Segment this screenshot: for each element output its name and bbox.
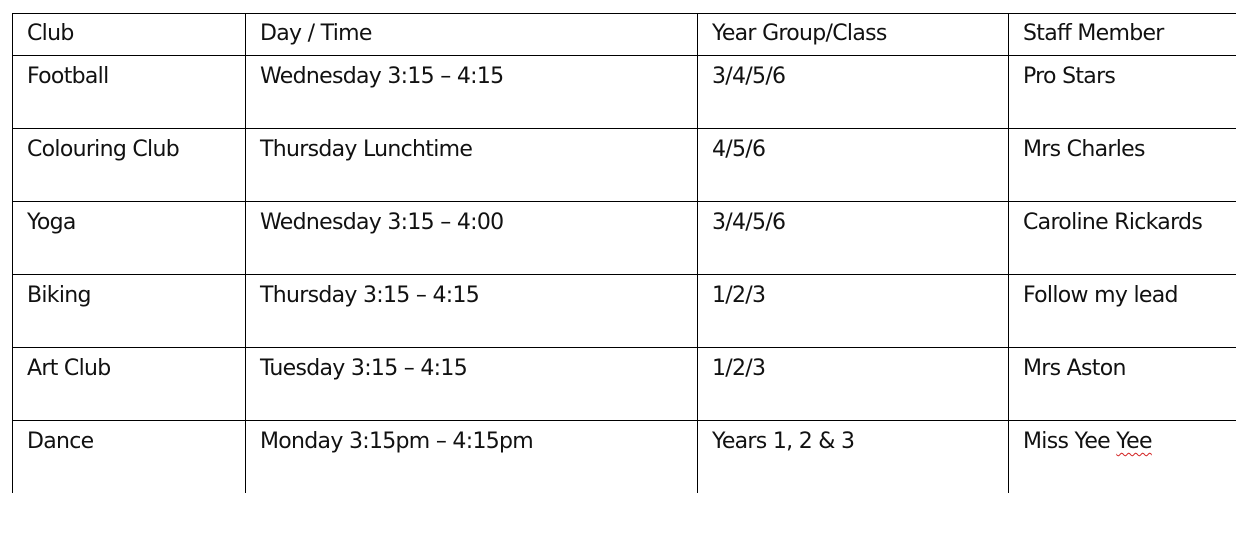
cell-year-group: Years 1, 2 & 3 — [698, 421, 1009, 494]
cell-club: Colouring Club — [13, 129, 246, 202]
header-year-group: Year Group/Class — [698, 14, 1009, 56]
cell-day-time: Tuesday 3:15 – 4:15 — [246, 348, 698, 421]
cell-staff — [1009, 421, 1236, 494]
table-row — [13, 275, 1236, 348]
header-day-time: Day / Time — [246, 14, 698, 56]
clubs-table — [12, 13, 1236, 493]
staff-name-text: Miss Yee — [1023, 429, 1117, 454]
header-staff-member: Staff Member — [1009, 14, 1236, 56]
table-row — [13, 421, 1236, 494]
cell-staff: Caroline Rickards — [1009, 202, 1236, 275]
cell-club: Dance — [13, 421, 246, 494]
cell-day-time: Thursday Lunchtime — [246, 129, 698, 202]
cell-year-group: 3/4/5/6 — [698, 56, 1009, 129]
cell-club: Biking — [13, 275, 246, 348]
spellcheck-flagged-word: Yee — [1116, 429, 1152, 454]
table-header-row — [13, 14, 1236, 56]
cell-club: Football — [13, 56, 246, 129]
cell-day-time: Thursday 3:15 – 4:15 — [246, 275, 698, 348]
cell-club: Art Club — [13, 348, 246, 421]
cell-year-group: 3/4/5/6 — [698, 202, 1009, 275]
cell-staff: Pro Stars — [1009, 56, 1236, 129]
cell-day-time: Wednesday 3:15 – 4:00 — [246, 202, 698, 275]
cell-staff: Mrs Charles — [1009, 129, 1236, 202]
cell-day-time: Monday 3:15pm – 4:15pm — [246, 421, 698, 494]
cell-day-time: Wednesday 3:15 – 4:15 — [246, 56, 698, 129]
cell-staff: Mrs Aston — [1009, 348, 1236, 421]
table-row — [13, 129, 1236, 202]
cell-year-group: 1/2/3 — [698, 275, 1009, 348]
table-row — [13, 56, 1236, 129]
header-club: Club — [13, 14, 246, 56]
table-row — [13, 202, 1236, 275]
cell-year-group: 1/2/3 — [698, 348, 1009, 421]
cell-year-group: 4/5/6 — [698, 129, 1009, 202]
table-row — [13, 348, 1236, 421]
cell-staff: Follow my lead — [1009, 275, 1236, 348]
cell-club: Yoga — [13, 202, 246, 275]
